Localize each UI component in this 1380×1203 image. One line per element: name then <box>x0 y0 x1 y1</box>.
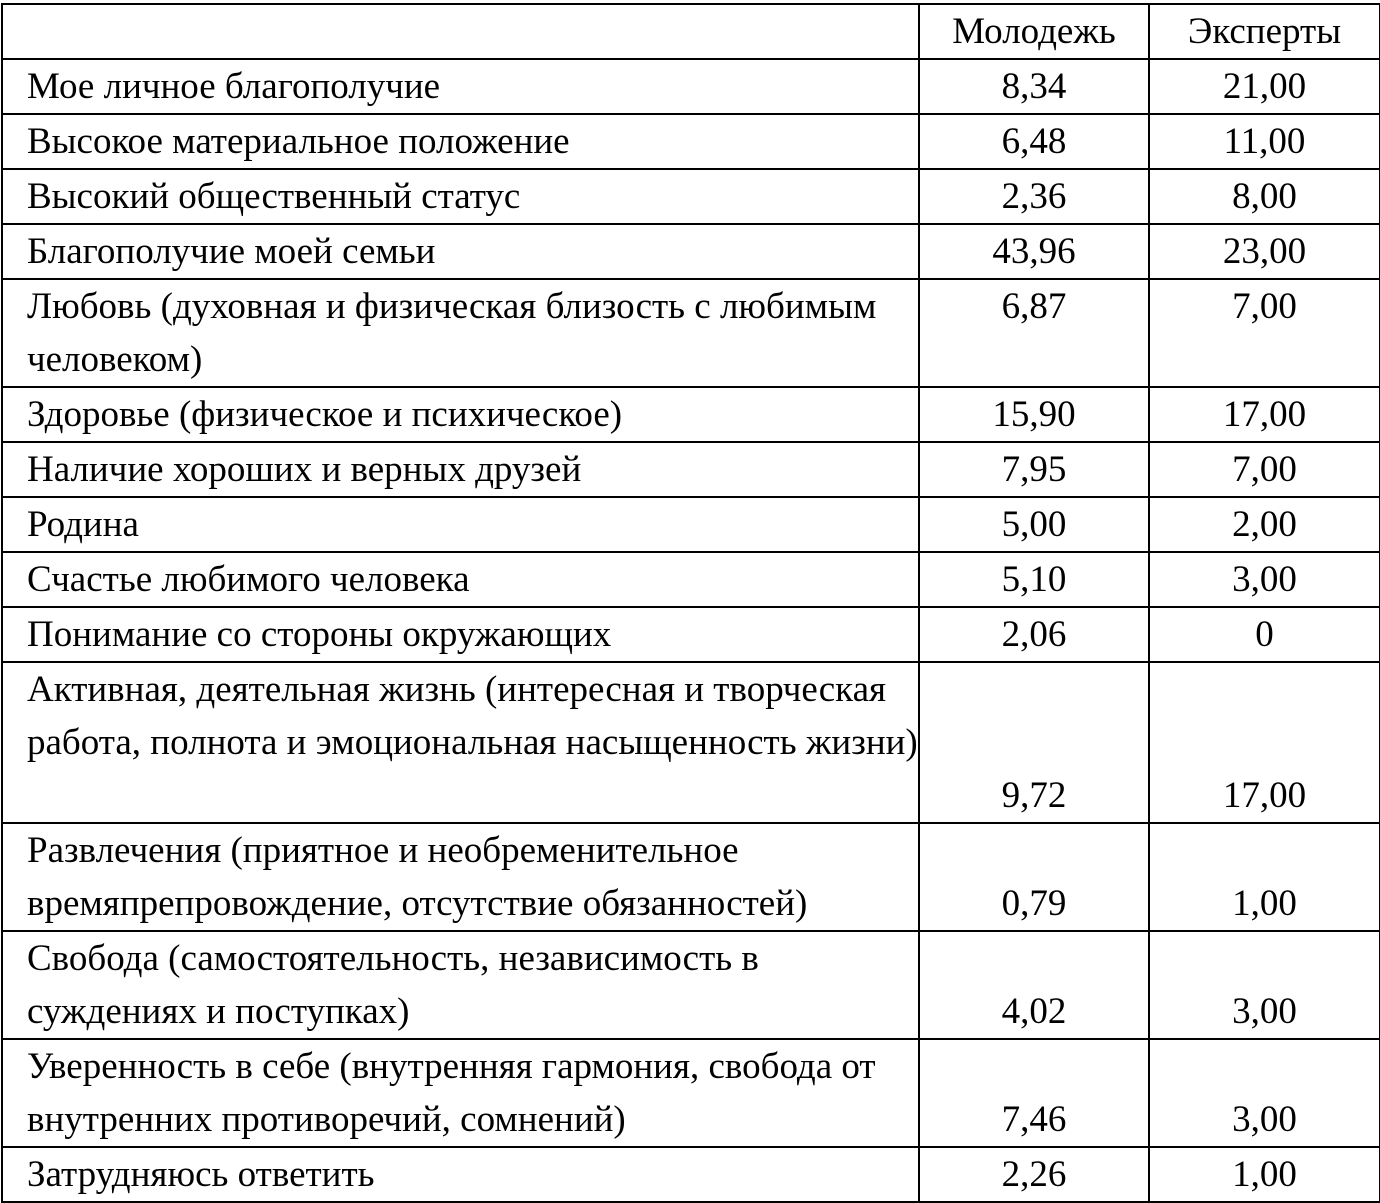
table-row <box>2 59 1380 114</box>
row-label: Наличие хороших и верных друзей <box>2 442 919 497</box>
table-row <box>2 279 1380 387</box>
youth-value: 4,02 <box>919 931 1149 1039</box>
experts-value: 7,00 <box>1149 442 1380 497</box>
row-label: Понимание со стороны окружающих <box>2 607 919 662</box>
table-row <box>2 823 1380 931</box>
youth-value: 6,87 <box>919 279 1149 387</box>
table-row <box>2 662 1380 823</box>
header-experts: Эксперты <box>1149 4 1380 59</box>
table-row <box>2 387 1380 442</box>
experts-value: 2,00 <box>1149 497 1380 552</box>
table-row <box>2 931 1380 1039</box>
experts-value: 3,00 <box>1149 1039 1380 1147</box>
row-label: Высокое материальное положение <box>2 114 919 169</box>
experts-value: 3,00 <box>1149 552 1380 607</box>
youth-value: 2,06 <box>919 607 1149 662</box>
table-row <box>2 1147 1380 1202</box>
header-blank <box>2 4 919 59</box>
experts-value: 1,00 <box>1149 823 1380 931</box>
table-row <box>2 114 1380 169</box>
experts-value: 0 <box>1149 607 1380 662</box>
table-row <box>2 1039 1380 1147</box>
experts-value: 23,00 <box>1149 224 1380 279</box>
youth-value: 15,90 <box>919 387 1149 442</box>
youth-value: 7,95 <box>919 442 1149 497</box>
youth-value: 5,00 <box>919 497 1149 552</box>
row-label: Благополучие моей семьи <box>2 224 919 279</box>
row-label: Свобода (самостоятельность, независимость в суждениях и поступках) <box>2 931 919 1039</box>
experts-value: 8,00 <box>1149 169 1380 224</box>
row-label: Активная, деятельная жизнь (интересная и творческая работа, полнота и эмоциональная насыщенность жизни) <box>2 662 919 823</box>
youth-value: 0,79 <box>919 823 1149 931</box>
experts-value: 17,00 <box>1149 662 1380 823</box>
youth-value: 7,46 <box>919 1039 1149 1147</box>
experts-value: 3,00 <box>1149 931 1380 1039</box>
youth-value: 9,72 <box>919 662 1149 823</box>
table-row <box>2 552 1380 607</box>
experts-value: 17,00 <box>1149 387 1380 442</box>
row-label: Счастье любимого человека <box>2 552 919 607</box>
row-label: Любовь (духовная и физическая близость с любимым человеком) <box>2 279 919 387</box>
row-label: Мое личное благополучие <box>2 59 919 114</box>
row-label: Затрудняюсь ответить <box>2 1147 919 1202</box>
youth-value: 2,36 <box>919 169 1149 224</box>
experts-value: 11,00 <box>1149 114 1380 169</box>
table-row <box>2 224 1380 279</box>
youth-value: 2,26 <box>919 1147 1149 1202</box>
values-table <box>1 3 1380 1203</box>
row-label: Развлечения (приятное и необременительное времяпрепровождение, отсутствие обязанностей) <box>2 823 919 931</box>
youth-value: 6,48 <box>919 114 1149 169</box>
experts-value: 1,00 <box>1149 1147 1380 1202</box>
youth-value: 5,10 <box>919 552 1149 607</box>
row-label: Высокий общественный статус <box>2 169 919 224</box>
table-row <box>2 497 1380 552</box>
table-row <box>2 442 1380 497</box>
row-label: Здоровье (физическое и психическое) <box>2 387 919 442</box>
row-label: Уверенность в себе (внутренняя гармония, свобода от внутренних противоречий, сомнений) <box>2 1039 919 1147</box>
header-youth: Молодежь <box>919 4 1149 59</box>
header-row <box>2 4 1380 59</box>
row-label: Родина <box>2 497 919 552</box>
table-row <box>2 607 1380 662</box>
youth-value: 43,96 <box>919 224 1149 279</box>
table-row <box>2 169 1380 224</box>
experts-value: 21,00 <box>1149 59 1380 114</box>
experts-value: 7,00 <box>1149 279 1380 387</box>
youth-value: 8,34 <box>919 59 1149 114</box>
